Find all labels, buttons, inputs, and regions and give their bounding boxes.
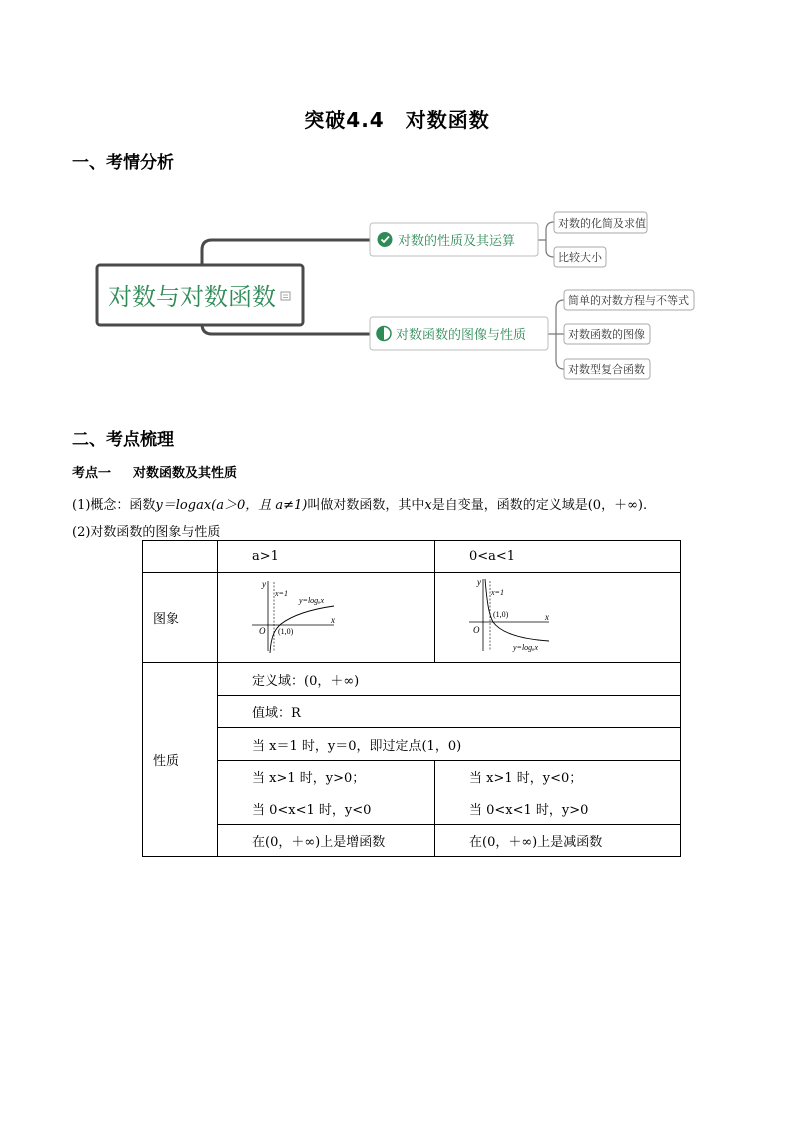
concept-paragraph-2: (2)对数函数的图象与性质 bbox=[72, 525, 221, 540]
kaodian-title: 对数函数及其性质 bbox=[133, 466, 238, 481]
mind-map-leaf: 比较大小 bbox=[558, 251, 602, 264]
concept-text: 叫做对数函数，其中 bbox=[307, 498, 425, 513]
page-title: 突破4.4 对数函数 bbox=[304, 108, 490, 132]
svg-text:x: x bbox=[331, 615, 335, 625]
concept-paragraph bbox=[72, 494, 647, 513]
prop-fixed-point: 当 x＝1 时，y＝0，即过定点(1，0) bbox=[218, 728, 681, 761]
graph-a-gt-1 bbox=[218, 573, 435, 663]
mind-map-branch1-label: 对数的性质及其运算 bbox=[398, 234, 516, 249]
svg-text:y=logₐx: y=logₐx bbox=[513, 643, 539, 652]
row-label-props: 性质 bbox=[143, 663, 218, 857]
concept-variable: x bbox=[424, 498, 432, 513]
svg-text:x: x bbox=[545, 612, 549, 622]
header-a-gt-1: a>1 bbox=[218, 541, 435, 573]
svg-text:O: O bbox=[473, 625, 480, 635]
mind-map-leaf: 对数函数的图像 bbox=[568, 328, 645, 341]
mind-map-leaf: 对数的化简及求值 bbox=[558, 217, 646, 230]
row-label-graph: 图象 bbox=[143, 573, 218, 663]
concept-formula: y＝logax(a＞0，且 a≠1) bbox=[155, 498, 308, 513]
mind-map bbox=[90, 200, 710, 390]
prop-range: 值域：R bbox=[218, 696, 681, 728]
svg-text:y: y bbox=[262, 579, 266, 589]
kaodian-label: 考点一 bbox=[72, 466, 112, 481]
concept-text: (1)概念：函数 bbox=[72, 498, 156, 513]
prop-gt1-sign-2: 当 0<x<1 时，y<0 bbox=[218, 793, 435, 825]
mind-map-leaf: 对数型复合函数 bbox=[568, 363, 645, 376]
prop-lt1-monotonic: 在(0，＋∞)上是减函数 bbox=[435, 825, 681, 857]
prop-gt1-sign-1: 当 x>1 时，y>0； bbox=[218, 761, 435, 793]
svg-text:(1,0): (1,0) bbox=[493, 610, 509, 619]
header-a-lt-1: 0<a<1 bbox=[435, 541, 681, 573]
prop-lt1-sign-2: 当 0<x<1 时，y>0 bbox=[435, 793, 681, 825]
connector-branch1 bbox=[202, 240, 370, 265]
properties-table bbox=[142, 540, 681, 857]
prop-domain: 定义域：(0，＋∞) bbox=[218, 663, 681, 696]
mind-map-root: 对数与对数函数 bbox=[108, 283, 276, 311]
section-heading-points: 二、考点梳理 bbox=[72, 430, 174, 450]
svg-text:y: y bbox=[477, 577, 481, 587]
svg-text:y=logₐx: y=logₐx bbox=[299, 596, 325, 605]
svg-text:O: O bbox=[259, 626, 266, 636]
graph-a-lt-1 bbox=[435, 573, 681, 663]
svg-text:x=1: x=1 bbox=[275, 589, 288, 598]
kaodian-heading bbox=[72, 462, 237, 481]
svg-text:(1,0): (1,0) bbox=[278, 627, 294, 636]
concept-text: 是自变量，函数的定义域是(0，＋∞). bbox=[431, 498, 648, 513]
section-heading-analysis: 一、考情分析 bbox=[72, 153, 174, 173]
check-circle-icon bbox=[378, 232, 393, 247]
svg-text:x=1: x=1 bbox=[491, 588, 504, 597]
mind-map-branch2-label: 对数函数的图像与性质 bbox=[396, 328, 527, 343]
mind-map-leaf: 简单的对数方程与不等式 bbox=[568, 294, 689, 307]
prop-lt1-sign-1: 当 x>1 时，y<0； bbox=[435, 761, 681, 793]
prop-gt1-monotonic: 在(0，＋∞)上是增函数 bbox=[218, 825, 435, 857]
table-corner bbox=[143, 541, 218, 573]
